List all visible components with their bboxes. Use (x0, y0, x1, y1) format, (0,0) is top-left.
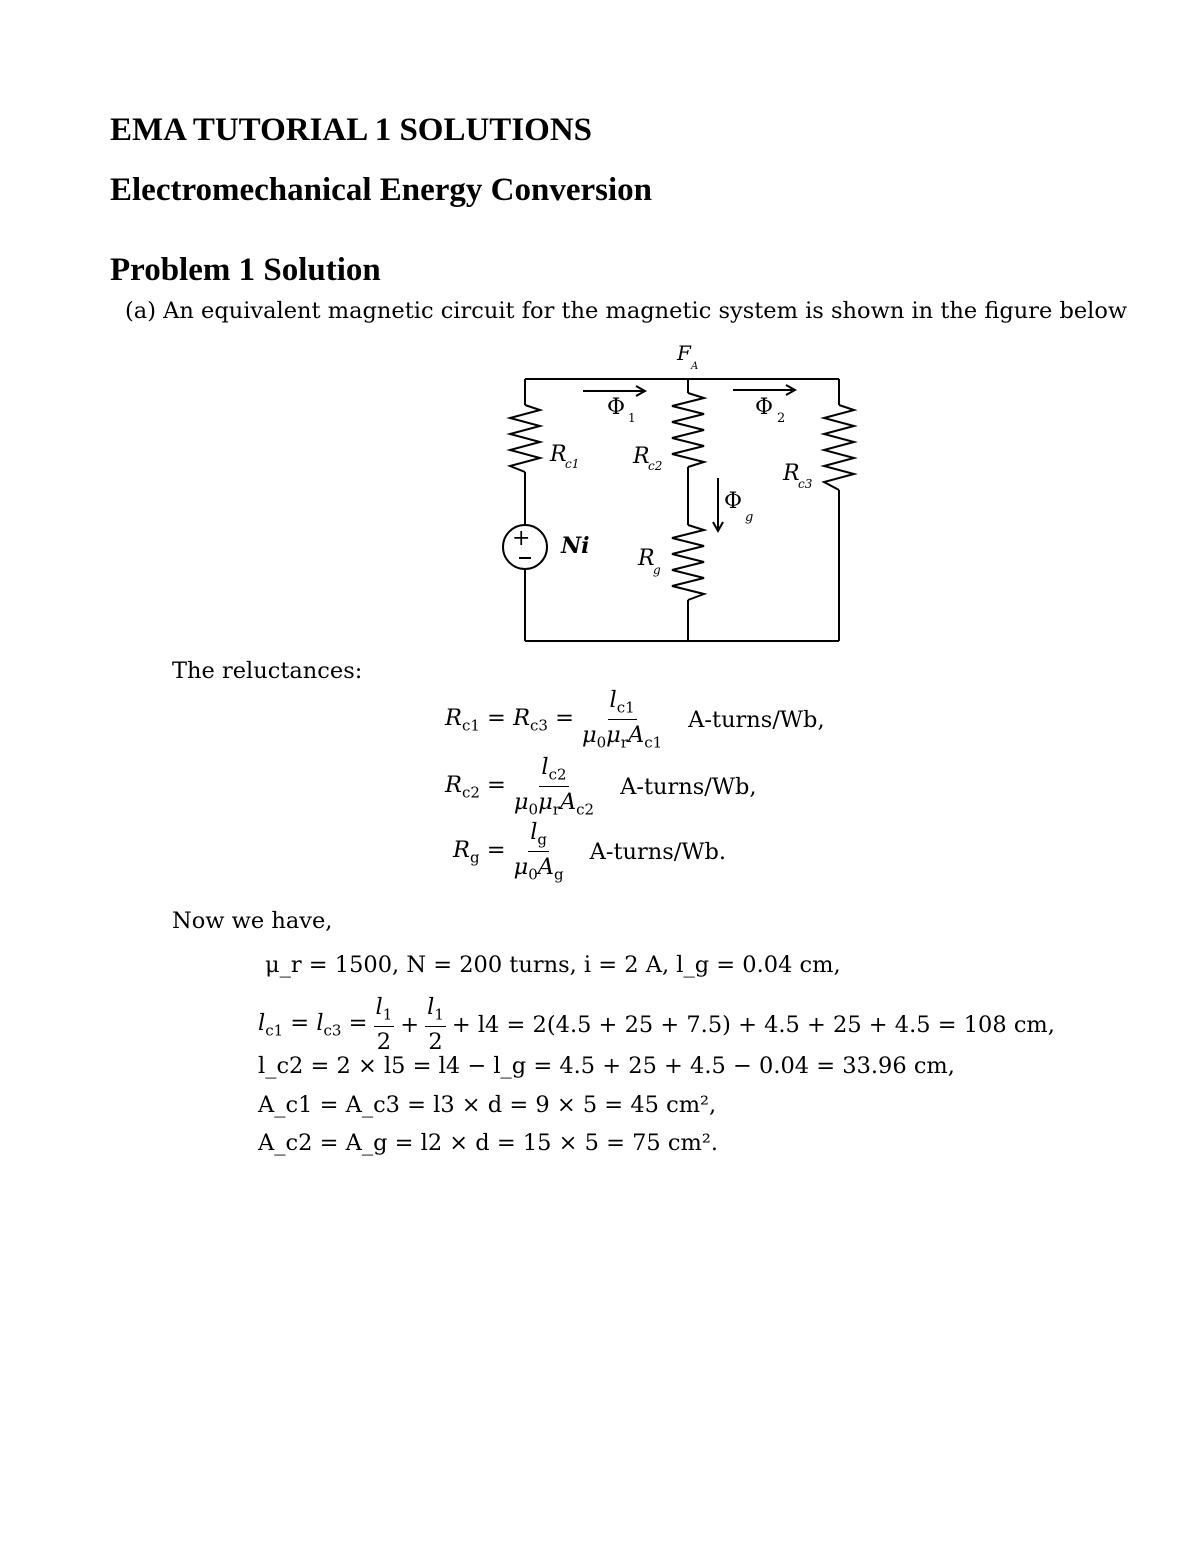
resistor-rg (672, 525, 704, 600)
svg-text:R: R (783, 461, 800, 486)
now-label: Now we have, (172, 908, 333, 934)
svg-text:Φ: Φ (724, 489, 743, 514)
svg-text:Ni: Ni (561, 533, 590, 559)
document-subtitle: Electromechanical Energy Conversion (110, 172, 652, 208)
svg-text:R: R (550, 442, 567, 467)
given-line-3: l_c2 = 2 × l5 = l4 − l_g = 4.5 + 25 + 4.5 − 0.04 = 33.96 cm, (258, 1053, 955, 1079)
svg-text:c3: c3 (798, 477, 813, 491)
svg-text:2: 2 (777, 411, 786, 426)
intro-text: (a) An equivalent magnetic circuit for the magnetic system is shown in the figure below (125, 298, 1128, 324)
plus-sign: + (512, 526, 531, 551)
svg-text:R: R (633, 444, 650, 469)
given-line-1: μ_r = 1500, N = 200 turns, i = 2 A, l_g = 0.04 cm, (265, 952, 841, 978)
reluctance-eq-rg: $R_g$ = $\frac{l_g}{\mu_0A_g}$ A-turns/Wb. (453, 819, 727, 884)
svg-text:g: g (745, 510, 754, 525)
svg-text:F: F (677, 341, 691, 365)
svg-text:g: g (653, 563, 661, 577)
resistor-rc3 (824, 405, 854, 490)
svg-text:1: 1 (628, 411, 636, 425)
svg-text:R: R (638, 546, 655, 571)
svg-text:A: A (691, 361, 699, 372)
document-title: EMA TUTORIAL 1 SOLUTIONS (110, 112, 593, 148)
svg-text:Φ: Φ (755, 395, 774, 420)
given-line-2: $l_{c1} = l_{c3}$ = $\frac{l_1}{2}$ + $\frac{l_1}{2}$ + l4 = 2(4.5 + 25 + 7.5) + 4.5 + 25 + 4.5 = 108 cm, (258, 994, 1055, 1055)
reluctance-eq-rc1-rc3: $R_{c1} = R_{c3}$ = $\frac{l_{c1}}{\mu_0\mu_rA_{c1}}$ A-turns/Wb, (445, 687, 825, 752)
svg-text:c1: c1 (565, 457, 580, 471)
resistor-rc2 (672, 393, 704, 467)
svg-text:c2: c2 (648, 459, 663, 473)
magnetic-circuit-diagram (480, 335, 880, 655)
reluctance-eq-rc2: $R_{c2}$ = $\frac{l_{c2}}{\mu_0\mu_rA_{c2}}$ A-turns/Wb, (445, 754, 757, 819)
reluctances-label: The reluctances: (172, 658, 363, 684)
problem-heading: Problem 1 Solution (110, 252, 381, 288)
given-line-4: A_c1 = A_c3 = l3 × d = 9 × 5 = 45 cm², (258, 1092, 717, 1118)
resistor-rc1 (510, 405, 540, 472)
svg-text:Φ: Φ (607, 395, 626, 420)
given-line-5: A_c2 = A_g = l2 × d = 15 × 5 = 75 cm². (258, 1130, 719, 1156)
